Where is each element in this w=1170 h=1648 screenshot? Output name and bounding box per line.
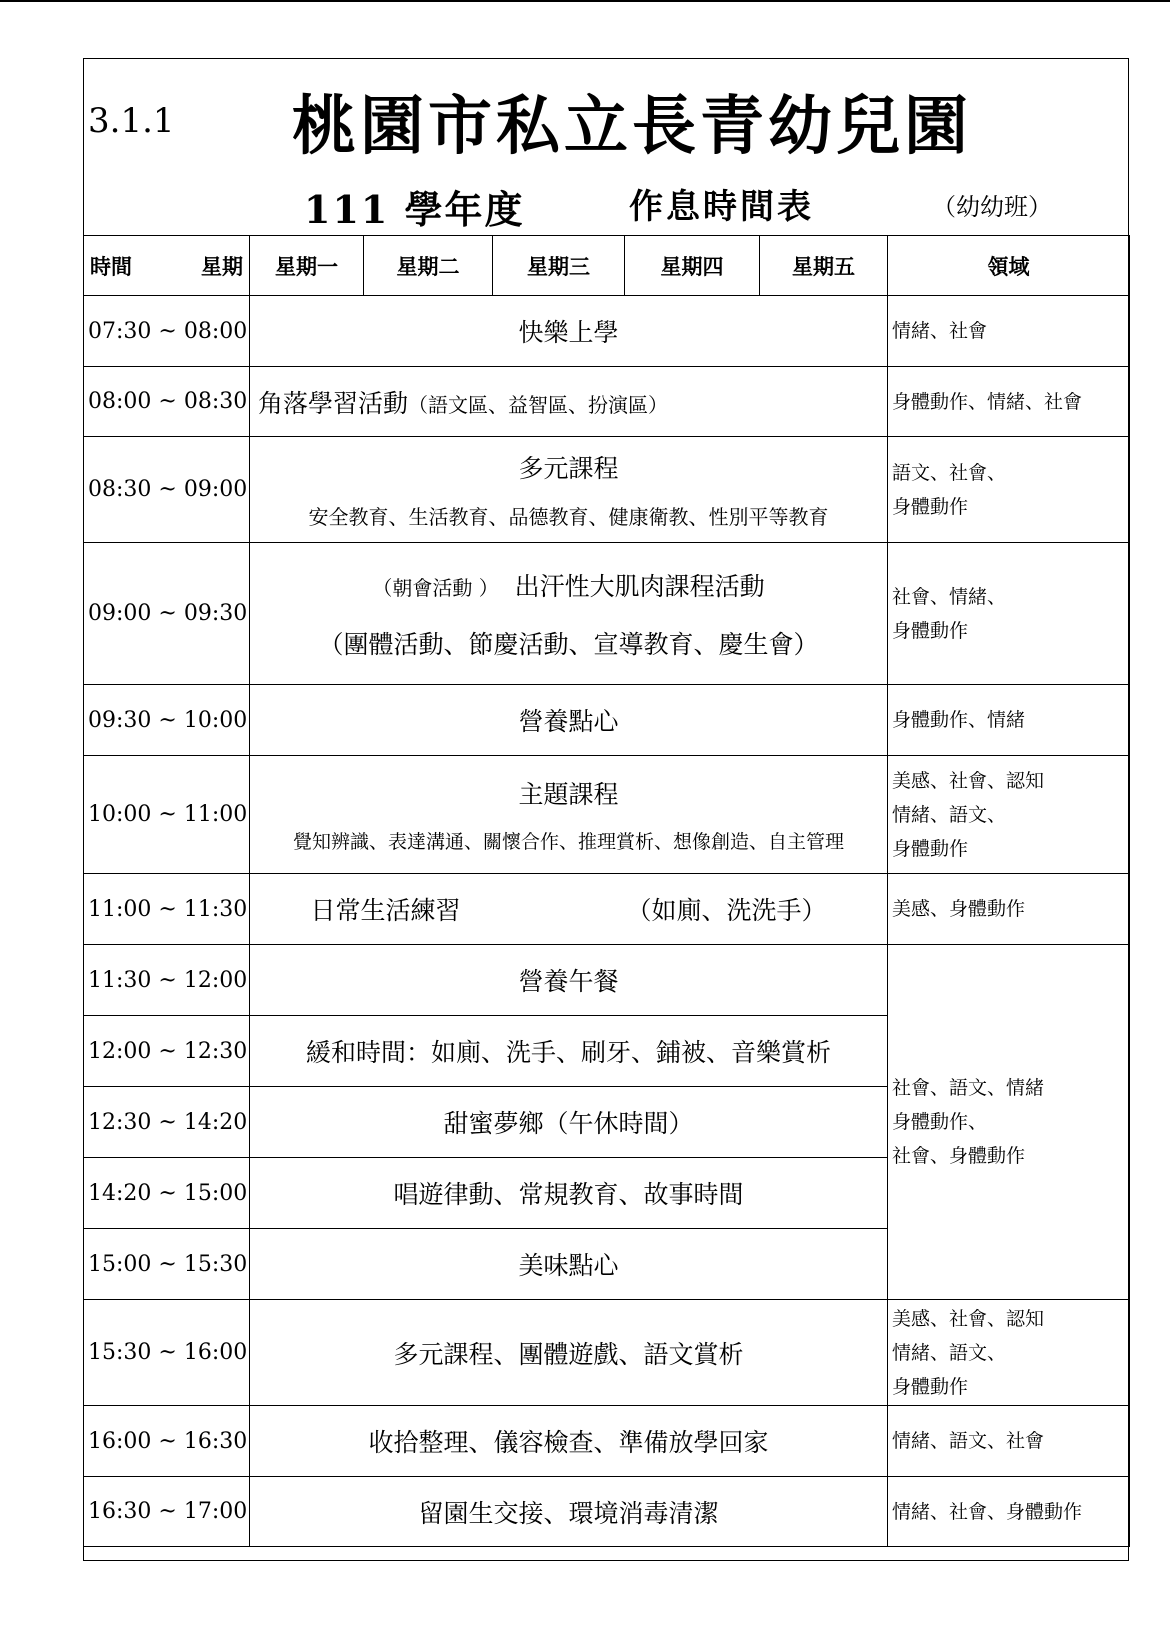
domain-line: 身體動作 (892, 495, 969, 518)
document-code: 3.1.1 (88, 101, 175, 141)
activity-cell (250, 874, 888, 945)
activity-cell: 唱遊律動、常規教育、故事時間 (250, 1158, 888, 1229)
domain-line: 身體動作 (892, 1375, 969, 1398)
time-cell: 11:00 ~ 11:30 (84, 874, 250, 945)
header-day: 星期四 (625, 236, 760, 296)
header-domain: 領域 (888, 236, 1130, 296)
activity-cell (250, 756, 888, 874)
domain-cell-merged (888, 945, 1130, 1300)
activity-title: 出汗性大肌肉課程活動 (514, 571, 765, 601)
table-row (84, 874, 1130, 945)
domain-line: 情緒、語文、 (892, 803, 1007, 826)
activity-cell: 美味點心 (250, 1229, 888, 1300)
header-time-weekday (84, 236, 250, 296)
time-cell: 09:00 ~ 09:30 (84, 543, 250, 685)
domain-cell (888, 756, 1130, 874)
domain-cell (888, 367, 1130, 437)
top-border-line (0, 0, 1170, 2)
table-row (84, 543, 1130, 685)
domain-line: 社會、語文、情緒 (892, 1077, 1045, 1099)
domain-line: 身體動作、情緒、社會 (892, 390, 1083, 413)
domain-line: 美感、社會、認知 (892, 769, 1045, 792)
activity-title: 多元課程 (518, 454, 619, 483)
time-cell: 10:00 ~ 11:00 (84, 756, 250, 874)
time-cell: 11:30 ~ 12:00 (84, 945, 250, 1016)
domain-cell (888, 296, 1130, 367)
domain-line: 身體動作 (892, 619, 969, 642)
class-name: （幼幼班） (932, 193, 1052, 221)
activity-subtitle: 覺知辨識、表達溝通、關懷合作、推理賞析、想像創造、自主管理 (292, 831, 844, 853)
time-cell: 09:30 ~ 10:00 (84, 685, 250, 756)
activity-cell: 營養午餐 (250, 945, 888, 1016)
schedule-document (83, 58, 1129, 1561)
domain-line: 身體動作、 (892, 1111, 988, 1133)
activity-cell (250, 437, 888, 543)
domain-line: 美感、身體動作 (892, 898, 1026, 920)
activity-title: 角落學習活動 (258, 388, 409, 418)
domain-cell (888, 1406, 1130, 1477)
activity-title: 日常生活練習 (310, 896, 461, 925)
domain-cell (888, 543, 1130, 685)
time-cell: 16:00 ~ 16:30 (84, 1406, 250, 1477)
school-year: 111 學年度 (304, 187, 525, 232)
domain-line: 語文、社會、 (892, 461, 1007, 484)
time-cell: 16:30 ~ 17:00 (84, 1477, 250, 1547)
domain-line: 社會、身體動作 (892, 1145, 1026, 1167)
domain-line: 情緒、社會、身體動作 (892, 1500, 1083, 1523)
activity-note: （如廁、洗洗手） (626, 896, 827, 925)
activity-note: （語文區、益智區、扮演區） (408, 392, 669, 417)
header-day: 星期三 (493, 236, 625, 296)
activity-cell: 多元課程、團體遊戲、語文賞析 (250, 1300, 888, 1406)
activity-title: 主題課程 (518, 780, 619, 809)
time-cell: 14:20 ~ 15:00 (84, 1158, 250, 1229)
table-row (84, 1477, 1130, 1547)
domain-cell (888, 685, 1130, 756)
time-cell: 08:00 ~ 08:30 (84, 367, 250, 437)
domain-line: 身體動作 (892, 837, 969, 860)
header-weekday: 星期 (201, 253, 243, 279)
activity-subtitle: （團體活動、節慶活動、宣導教育、慶生會） (318, 629, 819, 659)
schedule-title: 作息時間表 (629, 187, 814, 227)
domain-line: 身體動作、情緒 (892, 709, 1026, 731)
time-cell: 08:30 ~ 09:00 (84, 437, 250, 543)
schedule-table (83, 235, 1130, 1547)
domain-cell (888, 1300, 1130, 1406)
activity-cell: 甜蜜夢鄉（午休時間） (250, 1087, 888, 1158)
table-header-row (84, 236, 1130, 296)
activity-prefix: （朝會活動 ） (372, 575, 499, 600)
activity-cell: 留園生交接、環境消毒清潔 (250, 1477, 888, 1547)
activity-cell (250, 367, 888, 437)
school-name: 桃園市私立長青幼兒園 (292, 89, 972, 164)
table-row (84, 437, 1130, 543)
domain-line: 社會、情緒、 (892, 585, 1007, 608)
time-cell: 15:00 ~ 15:30 (84, 1229, 250, 1300)
domain-line: 情緒、語文、 (892, 1341, 1007, 1364)
table-row (84, 1300, 1130, 1406)
table-row (84, 367, 1130, 437)
domain-cell (888, 437, 1130, 543)
domain-cell (888, 1477, 1130, 1547)
activity-cell (250, 543, 888, 685)
table-row (84, 945, 1130, 1016)
table-row (84, 296, 1130, 367)
header-day: 星期一 (250, 236, 364, 296)
domain-line: 美感、社會、認知 (892, 1307, 1045, 1330)
domain-line: 情緒、語文、社會 (892, 1430, 1045, 1452)
activity-subtitle: 安全教育、生活教育、品德教育、健康衛教、性別平等教育 (308, 505, 829, 529)
time-cell: 12:30 ~ 14:20 (84, 1087, 250, 1158)
header-day: 星期二 (364, 236, 493, 296)
activity-cell: 緩和時間：如廁、洗手、刷牙、鋪被、音樂賞析 (250, 1016, 888, 1087)
domain-cell (888, 874, 1130, 945)
table-row (84, 685, 1130, 756)
time-cell: 15:30 ~ 16:00 (84, 1300, 250, 1406)
activity-cell: 快樂上學 (250, 296, 888, 367)
header-day: 星期五 (760, 236, 888, 296)
document-header (84, 59, 1128, 235)
time-cell: 07:30 ~ 08:00 (84, 296, 250, 367)
time-cell: 12:00 ~ 12:30 (84, 1016, 250, 1087)
activity-cell: 收拾整理、儀容檢查、準備放學回家 (250, 1406, 888, 1477)
domain-line: 情緒、社會 (892, 320, 988, 342)
table-row (84, 756, 1130, 874)
header-time: 時間 (90, 253, 132, 279)
activity-cell: 營養點心 (250, 685, 888, 756)
table-row (84, 1406, 1130, 1477)
